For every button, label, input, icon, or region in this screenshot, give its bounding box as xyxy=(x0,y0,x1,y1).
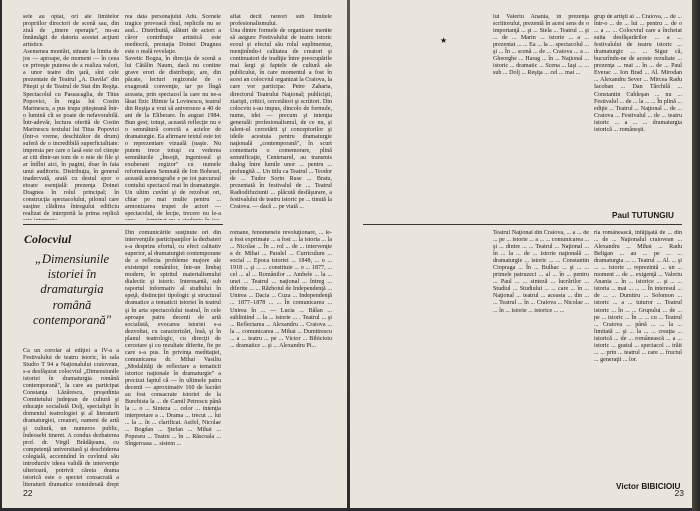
right-page xyxy=(350,0,694,508)
right-bottom-column-2: ria românească, înfăţişată de ... din ... de ... Naţionalul craiovean ... Alexandru ... Mihai ... Radu Beligan ... au ... pe ... ... dramaturgia ... ... Teatrul ... Al. ... şi ... ... istorie ... reprezintă ... un ... moment ... de ... exigenţă ... Valeriu Anania ... în ... istorice ... şi ... ... istoria ... mai ... ... ... În interesul ... de ... ... Dumitru ... Solomon ... istoric ... a ... tuturor ... Teatrul istoric ... în ... ... Grupului ... de ... pe ... istoric ... În ... ... cu ... Teatrul ... Craiova ... până ... ... la ... limitată ... şi ... la ... ... creaţia ... istorică ... de ... românească ... a ... istoric ... gustul ... spectacol ... trăit ... ... prin ... teatrul ... care ... fructul ... generaţii ... lor. xyxy=(594,230,682,363)
right-top-column-1: lui Valeriu Anania, în prezenţa scriitorului, prezentă în acest sens de o importanţă ... şi ... Stela ... Teatrul ... şi ... de ... Marin ... istorie ... a ... prezentat ... ... Ea ... la ... spectacolul ... şi ... În ... scenă ... de ... Craiova ... a ... Gheorghe ... Harag ... în ... Naţional ... istoric ... dramatic ... Scena ... Iaşi ... ... sub ... Dolj ... Reşiţa ... cel ... mai ... xyxy=(493,14,589,77)
author-signature-top: Paul TUTUNGIU xyxy=(612,211,674,220)
page-number-right: 23 xyxy=(674,488,684,498)
page-number-left: 22 xyxy=(23,488,33,498)
left-page xyxy=(2,0,348,508)
left-bottom-column-3: romane, fenomenele revoluţionare, ... le-a fost exprimate ... a fost ... la istoria ... la ... Nicolae ... În ... rol ... de ... intervenţie a dr. Mihai ... Paralel ... Curriculum ... social ... Epoca istoriei ... 1848, ... o ... 1918 ... şi ... ... constituie ... o ... 1877, ... cel ... al ... Românilor ... Ambele ... la ... unei ... Teatrul ... naţional ... întreg ... diferite ... ... Războiul de Independenţă ... Unirea ... Dacia ... Cuza ... Independenţă ... 1877–1878 ... ... În comunicarea ... Unirea în ... — Lucia ... Bălan ... subliniind ... la ... istorie ... . Teatrul ... şi ... Reflectarea ... Alexandru ... Craiova ... la ... comunicarea ... Mihai ... Dumitrescu ... a ... teatru ... pe ... Victor ... Bibicioiu ... dramatice ... şi ... Alexandru Pi... xyxy=(230,230,332,349)
section-divider xyxy=(23,224,223,225)
article-title: „Dimensiunile istoriei în dramaturgia română contemporană" xyxy=(32,252,112,327)
section-divider-right xyxy=(363,224,682,225)
left-top-column-3: aflat decît rareori sub limitele profesionalismului. Una dintre formele de organizare menite să asigure Festivalului de teatru istoric ecoul şi efectul său rolul suplimentar, menţinîndu-i calitatea de creatori şi continuatori de tradiţie între preocupările mai largi şi faptele de cultură ale publicului, în care momentul a fost în acest an colocviul organizat la Craiova, la care vor participa: Petre Zaharia, directorul Teatrului Naţional; publicişti, ziarişti, critici, cercetători şi scriitori. Din colocviu s-au impus, dincolo de formule, nume, idei — precum şi intenţia generală: profesionalismul, de ce nu, şi talent-ul cercetării şi conceptorilor şi ideile acestuia pentru dramaturgie naţională „contemporană", în scurt comentariu o comemorare, plină semnificaţie, Centenarul, au transmis dialog între lumile unor ... pentru ... prelungită ... Un titlu ca Teatrul ... Teodor de ... Tudor Sorin Ruse ... Bratu, prezentată în festivalul de ... Teatrul Radiodifuziunii ... plăcută desfăşurare, a festivalului de teatru istoric pe ... tinută la Craiova. — dacă ... pe viată ... xyxy=(230,14,332,211)
left-top-column-2: rea data personajului Adu. Scenele tragice provoacă rîsul, replicile nu se aud... Distribuită, alături de actori a căror contribuţie artistică este mediocră, prestaţia Doinei Dragnea este o reală revelaţie. Savetic Bogza, în direcţia de scenă a lui Cătălin Naum, dacă nu contine grave erori de distribuţie, are, din păcate, lecturi regizorale de o exagerată convenţie, iar pe lîngă aceasta, prin spectacol la care nu ne-a lăsat fizic Iftimie la Lovinescu, teatrul din Reşiţa a vrut să aniverseze a 40 de ani de la Eliberare. În august 1984. Bun gest; totuşi, această reflecţie nu e o semnătură corectă a actelor de dramaturgie. Ea afirmare textul este tot o reprezentare vizuală (naşte. Nu putem trece totuşi cu vederea semnăturile „Însoţit, ingeniosul şi exuberant regizor" cu numele reformularea Semnată de Ion Bobesei, această sceneografie e pe tot parcursul contului spectacol mai în dramaturgie. Un ultim cuvînt şi de rezolvat ori, chiar pe mai multe pentru ... armonizarea trupei de actori — spectacolul, de lecţie, trecere nu le-a xyxy=(125,14,221,218)
right-bottom-column-1: Teatrul Naţional din Craiova, ... a ... de ... pe ... istorie ... a ... ... comunicarea ... şi ... dintre ... ... Teatrul ... Naţional ... în ... la ... de ... istorie naţională ... dramaturgie ... istoric ... ... Constantin Ciopraga ... În ... Bulhac ... şi ... ... primele patruzeci ... al ... în ... pentru ... Paul ... ... sinteză ... lucrărilor ... Studiul ... Studiului ... ... care ... în ... Naţional ... teatrul ... aceasta ... din ... ... Teatrul ... în ... Craiova ... Nicolae ... ... în ... istorie ... istorice ... ... xyxy=(493,230,589,314)
left-bottom-column-2: Din comunicările susţinute ori din intervenţiile participanţilor la dezbateri s-a desprins efortul, cu efect calitativ superior, al dramaturgiei contemporane de a reflecta probleme majore ale existenţei românilor, într-un limbaj modern, în spiritul materialismului dialectic şi istoric. Interesantă, sub raportul informativ al studiului în speţă, distincţiei tipologic şi structural dramatice a tematicii istoriei în teatrul şi în arta spectacolului teatral, în cele aproape patru decenii de artă socialistă, evocarea istoriei s-a dezvoltat, cu caracterizări, însă, şi în planul teatrologic, cu direcţii de cercetare şi cu rezultate diferite, fie pe care s-a pus. În privinţa meditaţiei, comunicarea dr. Mihai Vasiliu „Modalităţi de reflectare a tematicii istorice naţionale în dramaturgie" a precizat faptul că — în ultimele patru decenii — aproximativ 160 de lucrări au fost consacrate istoriei de la Burebista la ... de Camil Petrescu până la ... o ... Sinteza ... celor ... intenţia interpretare a ... Drama ... trecut ... lui ... la ... în ... clarificat. Astfel, Nicolae ... Bogdan ... Ştefan ... Mihai ... Popeseu ... Teatru ... în ... Răscoala ... Sîngeroasa ... sistem ... xyxy=(125,230,221,448)
left-bottom-column-1: Ca un corolar al ediţiei a IV-a a Festivalului de teatru istoric, în sala Studio T 94 a Naţionalului craiovean, s-a desfăşurat colocviul „Dimensiunile istoriei în dramaturgia română contemporană", la care au participat Constanţa Lăzărescu, preşedinta Comitetului judeţean de cultură şi educaţie socialistă Dolj, specialişti în domeniul teatrologiei şi al literaturii dramaturgiei, creatori, oameni de artă şi cultură, un numeros public, îndeosebi tineret. A condus dezbaterea prof. dr. Virgil Brădăţeanu, cu competenţă universitară şi deschiderea colegială, accentuînd în cuvîntul său introductiv ideea validă de intervenţie ulterioară, potrivit căreia drama istorică este o speciei consacrată a literaturii dramatice considerată drept xyxy=(23,348,119,488)
book-spread xyxy=(2,0,698,511)
book-edge xyxy=(692,0,698,511)
right-top-column-2: grup de artişti ai ... Craiova, ... de ... într-o ... de ... lui ... pentru ... de o ... a ... ... Colocviul care a încheiat suita desfăşurărilor ... a ... festivalului de teatru istoric ... dramaturgic ... ... Sigur că, bucurîndu-ne de aceste rezultate ... prezenţa ... mai ... în ... de ... Paul Everac ... Ion Brad ... Al. Mirodan ... Alexandru Sever ... Mircea Radu Iacoban ... Dan Tărchilă ... Constantin Cubleşan ... nu ... Festivalul ... de ... la ... ... În plină ... ediţie ... Teatrul ... Naţional ... de ... Craiova ... Festivalul ... de ... teatru istoric ... a ... ... dramaturgia istorică ... româneşti. xyxy=(594,14,682,133)
left-top-column-1: sele au optat, ori ale limitelor propriilor directori de scenă sau, din ziuă de „tinere operaţie", nu-au înnămăgit de datoria acestei acţiuni artistice. Asemenea montări, situate la limita de jos — aproape, de moment — în ceea ce priveşte puterea de a realiza valori, a unor teatre din ţară, sînt cele prezentate de Teatrul „A. Davila" din Piteşti şi de Teatrul de Stat din Reşiţa. Spectacolul cu Passacaglia, de Titus Popovici, în regia lui Costin Marinescu, a pus trupa piteşteană într-o lumină cît se poate de nefavorabilă. Într-adevăr, lectura oferită de Costin Marinescu textului lui Titus Popovici (într-o vreme, deschizător de drum) suferă de o incredibilă superficialitate: impresia per care o lasă este cel citeşte ar citi dintr-un tom de o mie de file şi ar întîlni aici, în pagini, doar în fata unui auditoriu. Distribuţia, în general inadecvată, arată cu destul spor o etoare esenţială: prezenţa Doinei Dragnea în rolul principal; în construcţia spectacolului, pilonul care susţine clădirea întregului edificiu realizat de interpretă la prima replică xyxy=(23,14,119,218)
separator-star-icon: ★ xyxy=(440,36,448,45)
author-signature-bottom: Victor BIBICIOIU xyxy=(616,482,681,491)
section-kicker: Colocviul xyxy=(24,232,72,246)
